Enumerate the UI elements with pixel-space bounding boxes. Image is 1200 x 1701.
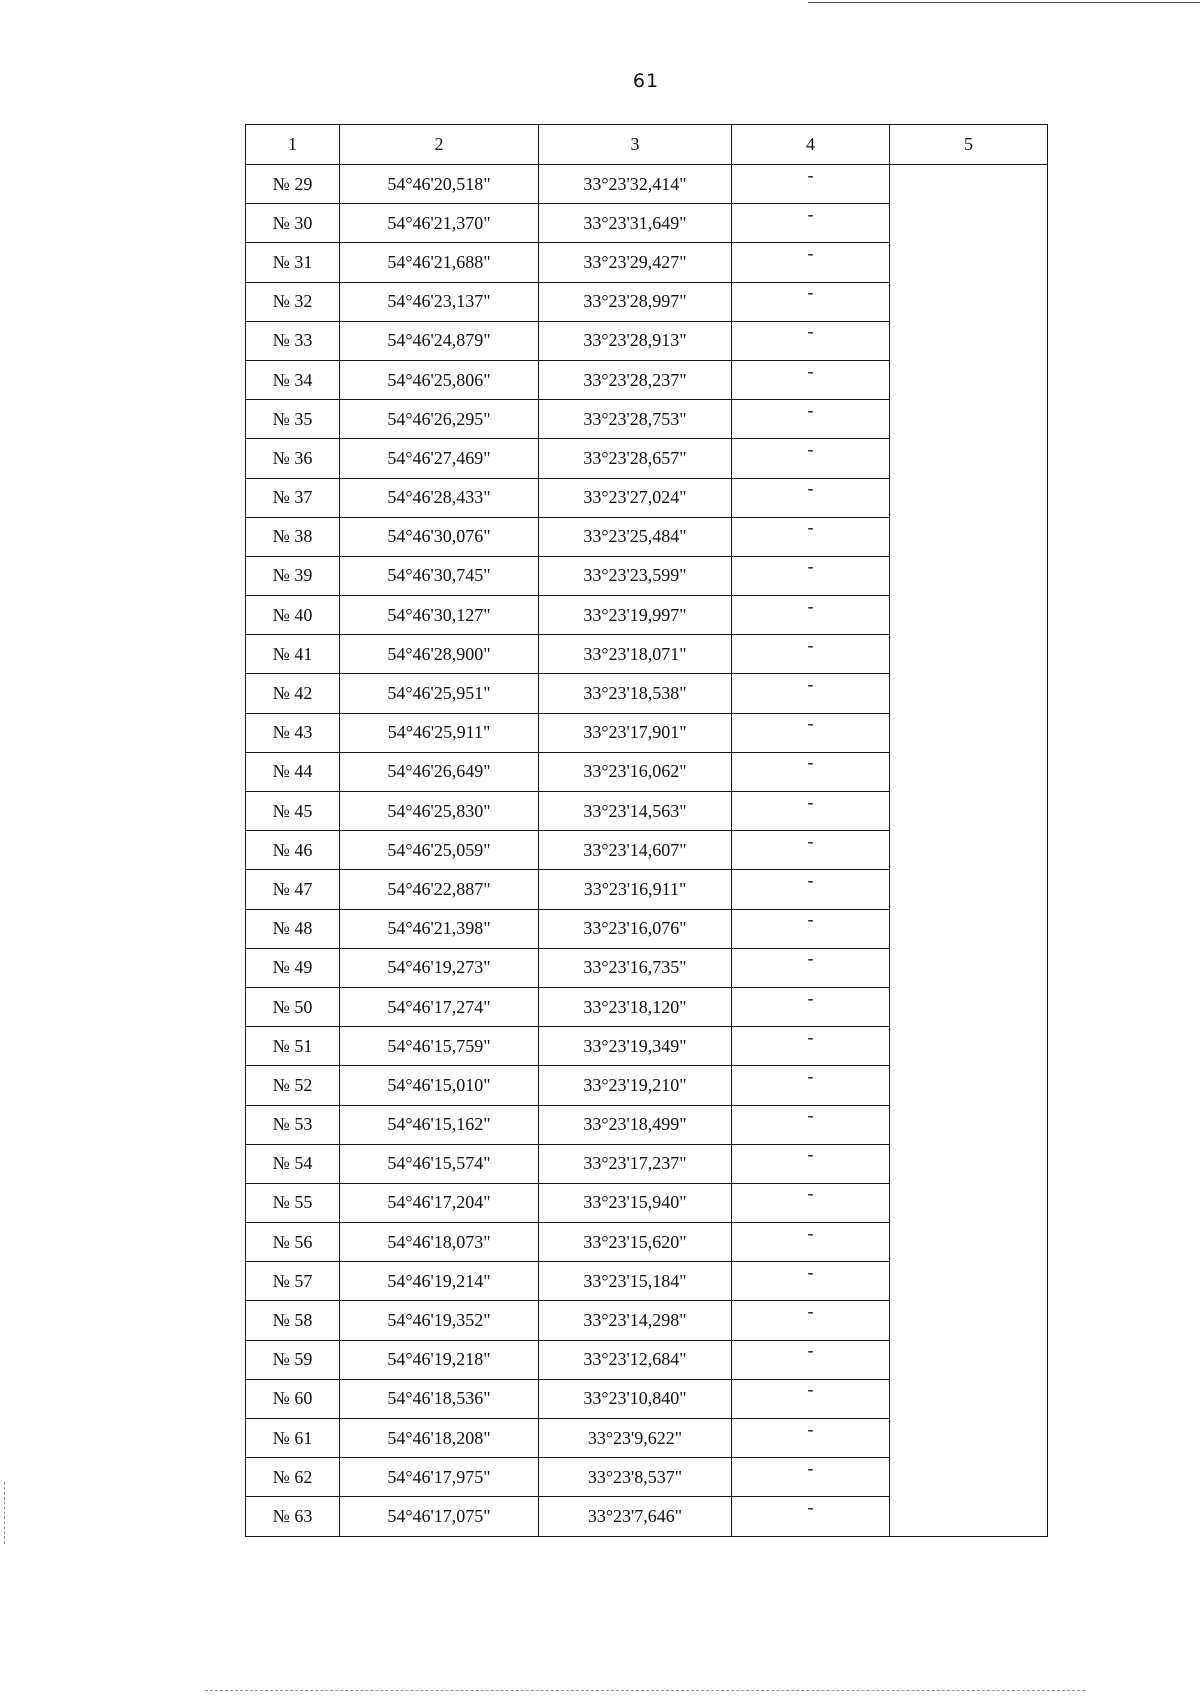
latitude-cell: 54°46'21,688"	[340, 243, 539, 282]
column-4-cell	[732, 1497, 890, 1536]
longitude-cell: 33°23'16,735"	[539, 948, 732, 987]
column-4-cell	[732, 1105, 890, 1144]
longitude-cell: 33°23'15,184"	[539, 1262, 732, 1301]
column-4-cell	[732, 870, 890, 909]
column-4-cell	[732, 752, 890, 791]
column-4-cell	[732, 243, 890, 282]
column-4-cell	[732, 831, 890, 870]
latitude-cell: 54°46'21,398"	[340, 909, 539, 948]
column-4-cell	[732, 1183, 890, 1222]
longitude-cell: 33°23'16,076"	[539, 909, 732, 948]
dash-mark: -	[807, 713, 814, 734]
column-header-5: 5	[890, 125, 1048, 165]
column-4-cell	[732, 948, 890, 987]
longitude-cell: 33°23'28,237"	[539, 360, 732, 399]
point-number-cell: № 29	[246, 165, 340, 204]
column-4-cell	[732, 635, 890, 674]
column-4-cell	[732, 1379, 890, 1418]
dash-mark: -	[807, 1222, 814, 1243]
dash-mark: -	[807, 987, 814, 1008]
point-number-cell: № 62	[246, 1458, 340, 1497]
point-number-cell: № 58	[246, 1301, 340, 1340]
dash-mark: -	[807, 1144, 814, 1165]
longitude-cell: 33°23'18,538"	[539, 674, 732, 713]
point-number-cell: № 39	[246, 556, 340, 595]
column-4-cell	[732, 439, 890, 478]
dash-mark: -	[807, 556, 814, 577]
column-5-merged-cell	[890, 165, 1048, 1537]
latitude-cell: 54°46'15,574"	[340, 1144, 539, 1183]
dash-mark: -	[807, 1026, 814, 1047]
column-4-cell	[732, 596, 890, 635]
dash-mark: -	[807, 1301, 814, 1322]
latitude-cell: 54°46'19,214"	[340, 1262, 539, 1301]
column-4-cell	[732, 1027, 890, 1066]
latitude-cell: 54°46'30,076"	[340, 517, 539, 556]
column-4-cell	[732, 165, 890, 204]
latitude-cell: 54°46'22,887"	[340, 870, 539, 909]
dash-mark: -	[807, 1418, 814, 1439]
latitude-cell: 54°46'30,127"	[340, 596, 539, 635]
column-4-cell	[732, 1458, 890, 1497]
latitude-cell: 54°46'28,900"	[340, 635, 539, 674]
point-number-cell: № 33	[246, 321, 340, 360]
dash-mark: -	[807, 869, 814, 890]
longitude-cell: 33°23'16,911"	[539, 870, 732, 909]
point-number-cell: № 52	[246, 1066, 340, 1105]
scan-artifact-mark	[4, 1482, 5, 1544]
point-number-cell: № 31	[246, 243, 340, 282]
longitude-cell: 33°23'17,237"	[539, 1144, 732, 1183]
latitude-cell: 54°46'25,806"	[340, 360, 539, 399]
column-4-cell	[732, 1301, 890, 1340]
latitude-cell: 54°46'19,218"	[340, 1340, 539, 1379]
point-number-cell: № 34	[246, 360, 340, 399]
latitude-cell: 54°46'19,273"	[340, 948, 539, 987]
longitude-cell: 33°23'14,563"	[539, 792, 732, 831]
dash-mark: -	[807, 909, 814, 930]
dash-mark: -	[807, 282, 814, 303]
latitude-cell: 54°46'17,274"	[340, 987, 539, 1026]
dash-mark: -	[807, 791, 814, 812]
latitude-cell: 54°46'15,162"	[340, 1105, 539, 1144]
longitude-cell: 33°23'15,620"	[539, 1223, 732, 1262]
point-number-cell: № 60	[246, 1379, 340, 1418]
longitude-cell: 33°23'19,210"	[539, 1066, 732, 1105]
column-4-cell	[732, 478, 890, 517]
point-number-cell: № 56	[246, 1223, 340, 1262]
column-4-cell	[732, 556, 890, 595]
dash-mark: -	[807, 634, 814, 655]
column-4-cell	[732, 400, 890, 439]
column-4-cell	[732, 321, 890, 360]
latitude-cell: 54°46'17,075"	[340, 1497, 539, 1536]
longitude-cell: 33°23'14,298"	[539, 1301, 732, 1340]
longitude-cell: 33°23'18,499"	[539, 1105, 732, 1144]
point-number-cell: № 30	[246, 204, 340, 243]
longitude-cell: 33°23'18,071"	[539, 635, 732, 674]
column-4-cell	[732, 204, 890, 243]
latitude-cell: 54°46'24,879"	[340, 321, 539, 360]
latitude-cell: 54°46'15,759"	[340, 1027, 539, 1066]
dash-mark: -	[807, 1105, 814, 1126]
latitude-cell: 54°46'18,208"	[340, 1419, 539, 1458]
coordinates-table-body	[246, 125, 1048, 1537]
dash-mark: -	[807, 1457, 814, 1478]
dash-mark: -	[807, 830, 814, 851]
dash-mark: -	[807, 1340, 814, 1361]
point-number-cell: № 50	[246, 987, 340, 1026]
point-number-cell: № 47	[246, 870, 340, 909]
latitude-cell: 54°46'17,975"	[340, 1458, 539, 1497]
dash-mark: -	[807, 1183, 814, 1204]
point-number-cell: № 45	[246, 792, 340, 831]
point-number-cell: № 61	[246, 1419, 340, 1458]
column-4-cell	[732, 1340, 890, 1379]
point-number-cell: № 44	[246, 752, 340, 791]
column-4-cell	[732, 1066, 890, 1105]
longitude-cell: 33°23'10,840"	[539, 1379, 732, 1418]
column-header-4: 4	[732, 125, 890, 165]
point-number-cell: № 54	[246, 1144, 340, 1183]
longitude-cell: 33°23'29,427"	[539, 243, 732, 282]
column-header-1: 1	[246, 125, 340, 165]
latitude-cell: 54°46'18,073"	[340, 1223, 539, 1262]
latitude-cell: 54°46'28,433"	[340, 478, 539, 517]
latitude-cell: 54°46'26,649"	[340, 752, 539, 791]
dash-mark: -	[807, 478, 814, 499]
longitude-cell: 33°23'7,646"	[539, 1497, 732, 1536]
point-number-cell: № 42	[246, 674, 340, 713]
latitude-cell: 54°46'26,295"	[340, 400, 539, 439]
point-number-cell: № 32	[246, 282, 340, 321]
dash-mark: -	[807, 321, 814, 342]
column-4-cell	[732, 909, 890, 948]
dash-mark: -	[807, 360, 814, 381]
dash-mark: -	[807, 948, 814, 969]
longitude-cell: 33°23'15,940"	[539, 1183, 732, 1222]
column-4-cell	[732, 1262, 890, 1301]
dash-mark: -	[807, 1379, 814, 1400]
latitude-cell: 54°46'21,370"	[340, 204, 539, 243]
latitude-cell: 54°46'23,137"	[340, 282, 539, 321]
latitude-cell: 54°46'18,536"	[340, 1379, 539, 1418]
column-4-cell	[732, 282, 890, 321]
longitude-cell: 33°23'28,913"	[539, 321, 732, 360]
point-number-cell: № 41	[246, 635, 340, 674]
longitude-cell: 33°23'27,024"	[539, 478, 732, 517]
latitude-cell: 54°46'15,010"	[340, 1066, 539, 1105]
column-4-cell	[732, 987, 890, 1026]
dash-mark: -	[807, 203, 814, 224]
point-number-cell: № 37	[246, 478, 340, 517]
latitude-cell: 54°46'25,951"	[340, 674, 539, 713]
dash-mark: -	[807, 438, 814, 459]
dash-mark: -	[807, 1496, 814, 1517]
table-header-row	[246, 125, 1048, 165]
longitude-cell: 33°23'28,753"	[539, 400, 732, 439]
point-number-cell: № 49	[246, 948, 340, 987]
point-number-cell: № 46	[246, 831, 340, 870]
latitude-cell: 54°46'25,059"	[340, 831, 539, 870]
dash-mark: -	[807, 1261, 814, 1282]
latitude-cell: 54°46'30,745"	[340, 556, 539, 595]
dash-mark: -	[807, 164, 814, 185]
point-number-cell: № 59	[246, 1340, 340, 1379]
dash-mark: -	[807, 674, 814, 695]
point-number-cell: № 38	[246, 517, 340, 556]
point-number-cell: № 63	[246, 1497, 340, 1536]
longitude-cell: 33°23'19,997"	[539, 596, 732, 635]
latitude-cell: 54°46'27,469"	[340, 439, 539, 478]
point-number-cell: № 40	[246, 596, 340, 635]
latitude-cell: 54°46'25,911"	[340, 713, 539, 752]
dash-mark: -	[807, 1065, 814, 1086]
dash-mark: -	[807, 517, 814, 538]
point-number-cell: № 53	[246, 1105, 340, 1144]
dash-mark: -	[807, 752, 814, 773]
point-number-cell: № 48	[246, 909, 340, 948]
longitude-cell: 33°23'14,607"	[539, 831, 732, 870]
latitude-cell: 54°46'17,204"	[340, 1183, 539, 1222]
column-4-cell	[732, 792, 890, 831]
point-number-cell: № 35	[246, 400, 340, 439]
longitude-cell: 33°23'28,997"	[539, 282, 732, 321]
point-number-cell: № 57	[246, 1262, 340, 1301]
latitude-cell: 54°46'25,830"	[340, 792, 539, 831]
dash-mark: -	[807, 242, 814, 263]
column-4-cell	[732, 1419, 890, 1458]
longitude-cell: 33°23'23,599"	[539, 556, 732, 595]
column-header-3: 3	[539, 125, 732, 165]
column-4-cell	[732, 517, 890, 556]
longitude-cell: 33°23'9,622"	[539, 1419, 732, 1458]
column-4-cell	[732, 674, 890, 713]
longitude-cell: 33°23'19,349"	[539, 1027, 732, 1066]
table-row	[246, 165, 1048, 204]
longitude-cell: 33°23'25,484"	[539, 517, 732, 556]
page-number: 61	[632, 70, 660, 92]
scan-artifact-line	[205, 1690, 1085, 1691]
longitude-cell: 33°23'12,684"	[539, 1340, 732, 1379]
longitude-cell: 33°23'18,120"	[539, 987, 732, 1026]
column-4-cell	[732, 713, 890, 752]
column-4-cell	[732, 1144, 890, 1183]
point-number-cell: № 43	[246, 713, 340, 752]
longitude-cell: 33°23'16,062"	[539, 752, 732, 791]
latitude-cell: 54°46'20,518"	[340, 165, 539, 204]
coordinates-table	[245, 124, 1048, 1537]
dash-mark: -	[807, 399, 814, 420]
scan-edge-line	[808, 2, 1200, 3]
longitude-cell: 33°23'31,649"	[539, 204, 732, 243]
column-4-cell	[732, 1223, 890, 1262]
longitude-cell: 33°23'17,901"	[539, 713, 732, 752]
point-number-cell: № 55	[246, 1183, 340, 1222]
column-header-2: 2	[340, 125, 539, 165]
point-number-cell: № 36	[246, 439, 340, 478]
column-4-cell	[732, 360, 890, 399]
longitude-cell: 33°23'8,537"	[539, 1458, 732, 1497]
latitude-cell: 54°46'19,352"	[340, 1301, 539, 1340]
point-number-cell: № 51	[246, 1027, 340, 1066]
dash-mark: -	[807, 595, 814, 616]
longitude-cell: 33°23'32,414"	[539, 165, 732, 204]
longitude-cell: 33°23'28,657"	[539, 439, 732, 478]
